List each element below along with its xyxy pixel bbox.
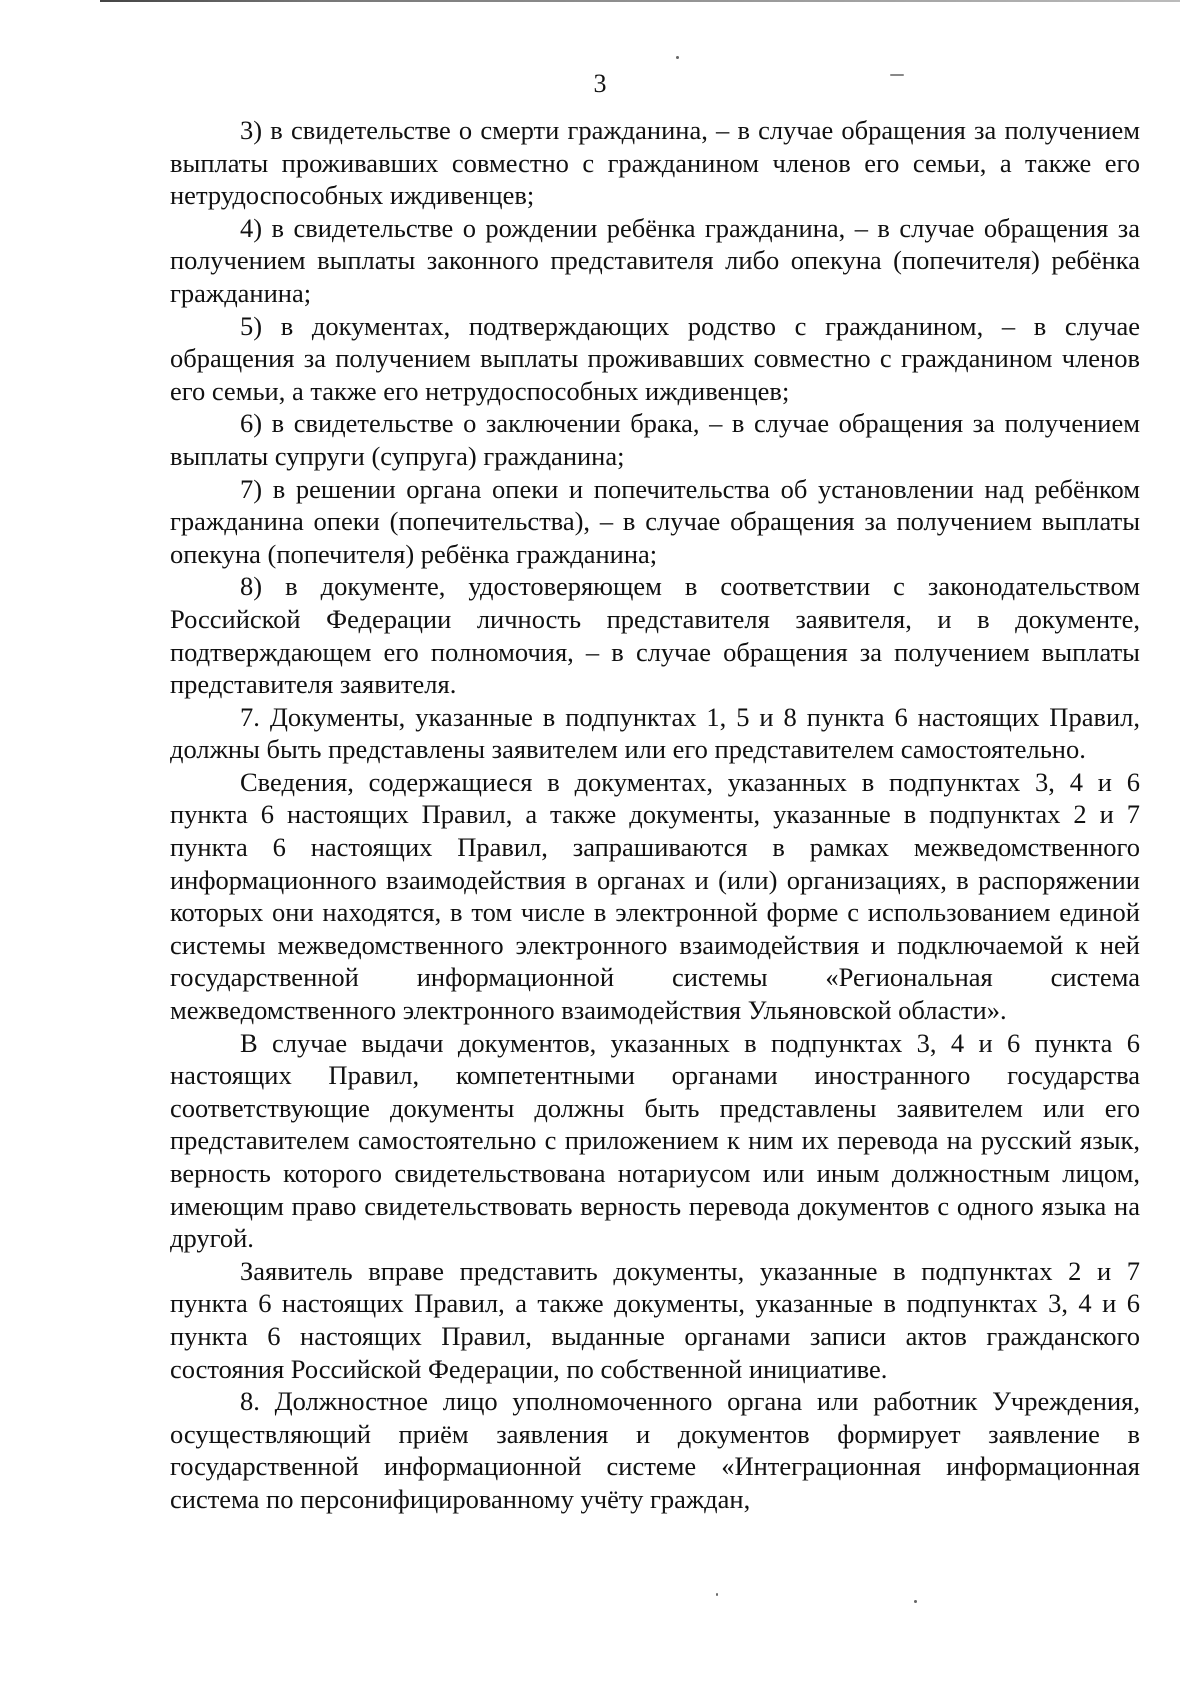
paragraph-own-initiative: Заявитель вправе представить документы, указанные в подпунктах 2 и 7 пункта 6 настоящих Правил, а также документы, указанные в подпунктах 3, 4 и 6 пункта 6 настоящих Правил, выданные органами записи актов гражданского состояния Российской Федерации, по собственной инициативе. <box>170 1255 1140 1384</box>
paragraph-item-8: 8. Должностное лицо уполномоченного органа или работник Учреждения, осуществляющий приём заявления и документов формирует заявление в государственной информационной системе «Интеграционная информационная система по персонифицированному учёту граждан, <box>170 1386 1140 1514</box>
paragraph-subitem-3: 3) в свидетельстве о смерти гражданина, – в случае обращения за получением выплаты проживавших совместно с гражданином членов его семьи, а также его нетрудоспособных иждивенцев; <box>170 115 1140 211</box>
document-body <box>170 114 1140 1516</box>
scan-dust-mark <box>914 1600 917 1603</box>
paragraph-subitem-8: 8) в документе, удостоверяющем в соответствии с законодательством Российской Федерации личность представителя заявителя, и в документе, подтверждающем его полномочия, – в случае обращения за получением выплаты представителя заявителя. <box>170 571 1140 700</box>
paragraph-subitem-6: 6) в свидетельстве о заключении брака, – в случае обращения за получением выплаты супруги (супруга) гражданина; <box>170 408 1140 471</box>
paragraph-item-7: 7. Документы, указанные в подпунктах 1, 5 и 8 пункта 6 настоящих Правил, должны быть представлены заявителем или его представителем самостоятельно. <box>170 701 1140 765</box>
page-number: 3 <box>593 69 607 98</box>
paragraph-subitem-5: 5) в документах, подтверждающих родство с гражданином, – в случае обращения за получением выплаты проживавших совместно с гражданином членов его семьи, а также его нетрудоспособных иждивенцев; <box>170 310 1140 406</box>
paragraph-subitem-4: 4) в свидетельстве о рождении ребёнка гражданина, – в случае обращения за получением выплаты законного представителя либо опекуна (попечителя) ребёнка гражданина; <box>170 212 1140 308</box>
paragraph-foreign-documents: В случае выдачи документов, указанных в подпунктах 3, 4 и 6 пункта 6 настоящих Правил, компетентными органами иностранного государства соответствующие документы должны быть представлены заявителем или его представителем самостоятельно с приложением к ним их перевода на русский язык, верность которого свидетельствована нотариусом или иным должностным лицом, имеющим право свидетельствовать верность перевода документов с одного языка на другой. <box>170 1027 1140 1254</box>
paragraph-subitem-7: 7) в решении органа опеки и попечительства об установлении над ребёнком гражданина опеки (попечительства), – в случае обращения за получением выплаты опекуна (попечителя) ребёнка гражданина; <box>170 473 1140 569</box>
scan-dust-mark <box>676 56 679 59</box>
scan-edge-line <box>100 0 1180 2</box>
scan-dust-mark <box>716 1593 718 1596</box>
paragraph-interagency-request: Сведения, содержащиеся в документах, указанных в подпунктах 3, 4 и 6 пункта 6 настоящих Правил, а также документы, указанные в подпунктах 2 и 7 пункта 6 настоящих Правил, запрашиваются в рамках межведомственного информационного взаимодействия в органах и (или) организациях, в распоряжении которых они находятся, в том числе в электронной форме с использованием единой системы межведомственного электронного взаимодействия и подключаемой к ней государственной информационной системы «Региональная система межведомственного электронного взаимодействия Ульяновской области». <box>170 766 1140 1026</box>
